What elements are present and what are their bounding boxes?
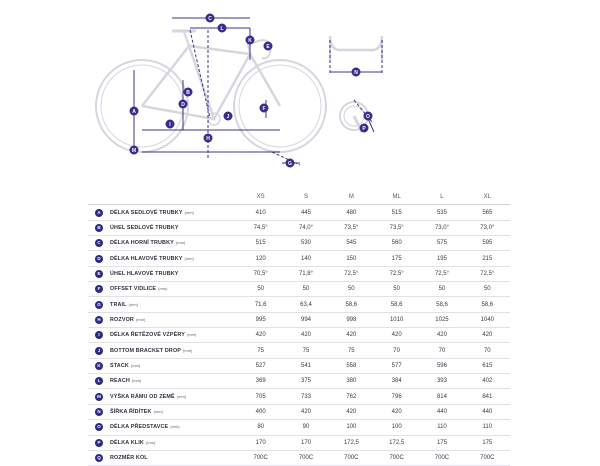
table-row	[88, 251, 510, 266]
parameter-name: STACK	[110, 362, 129, 369]
diagram-badge-label: N	[354, 69, 358, 76]
diagram-badge-label: D	[181, 101, 185, 108]
table-row	[88, 404, 510, 419]
value-cell: 1040	[465, 312, 510, 327]
dimension-letter-badge: D	[95, 255, 103, 263]
row-letter-cell	[88, 435, 110, 450]
value-cell: 110	[465, 420, 510, 435]
diagram-badge-label: E	[266, 43, 270, 50]
value-cell: 58,6	[419, 297, 464, 312]
row-letter-cell	[88, 343, 110, 358]
parameter-name-cell	[110, 404, 238, 419]
parameter-unit: (mm)	[170, 424, 180, 430]
value-cell: 384	[374, 374, 419, 389]
table-row	[88, 343, 510, 358]
value-cell: 440	[419, 404, 464, 419]
value-cell: 70,5°	[238, 266, 283, 281]
value-cell: 796	[374, 389, 419, 404]
parameter-name: OFFSET VIDLICE	[110, 286, 157, 293]
row-letter-cell	[88, 205, 110, 220]
value-cell: 445	[283, 205, 328, 220]
value-cell: 80	[238, 420, 283, 435]
diagram-badge	[130, 146, 139, 155]
diagram-badge	[206, 14, 215, 23]
value-cell: 420	[283, 404, 328, 419]
geometry-table	[88, 190, 510, 466]
value-cell: 175	[419, 435, 464, 450]
value-cell: 420	[374, 404, 419, 419]
table-header-row	[88, 190, 510, 205]
value-cell: 998	[329, 312, 374, 327]
row-letter-cell	[88, 297, 110, 312]
row-letter-cell	[88, 220, 110, 235]
value-cell: 480	[329, 205, 374, 220]
dimension-letter-badge: J	[95, 347, 103, 355]
parameter-name-cell	[110, 374, 238, 389]
parameter-name-cell	[110, 236, 238, 251]
parameter-unit: (mm)	[135, 316, 146, 322]
value-cell: 700C	[329, 450, 374, 465]
value-cell: 58,6	[329, 297, 374, 312]
value-cell: 841	[465, 389, 510, 404]
value-cell: 120	[238, 251, 283, 266]
value-cell: 400	[238, 404, 283, 419]
diagram-badge-label: L	[220, 25, 224, 32]
value-cell: 71,6	[238, 297, 283, 312]
table-row	[88, 374, 510, 389]
row-letter-cell	[88, 282, 110, 297]
value-cell: 700C	[374, 450, 419, 465]
value-cell: 1010	[374, 312, 419, 327]
value-cell: 515	[374, 205, 419, 220]
row-letter-cell	[88, 312, 110, 327]
table-row	[88, 312, 510, 327]
parameter-name-cell	[110, 220, 238, 235]
diagram-badge	[352, 68, 361, 77]
diagram-badge	[224, 112, 233, 121]
table-row	[88, 358, 510, 373]
value-cell: 175	[374, 251, 419, 266]
diagram-badge-label: P	[362, 125, 366, 132]
value-cell: 420	[329, 328, 374, 343]
parameter-name: DÉLKA HLAVOVÉ TRUBKY	[110, 255, 183, 262]
parameter-name: ROZVOR	[110, 316, 134, 323]
value-cell: 420	[419, 328, 464, 343]
header-parameter-cell	[110, 190, 238, 205]
dimension-letter-badge: O	[95, 423, 103, 431]
size-header: S	[283, 190, 328, 205]
dimension-letter-badge: N	[95, 408, 103, 416]
bike-geometry-diagram	[0, 0, 600, 178]
diagram-badge	[286, 159, 295, 168]
diagram-badge-label: F	[262, 105, 266, 112]
value-cell: 63,4	[283, 297, 328, 312]
value-cell: 420	[283, 328, 328, 343]
dimension-letter-badge: M	[95, 393, 103, 401]
value-cell: 375	[283, 374, 328, 389]
dimension-letter-badge: A	[95, 209, 103, 217]
row-letter-cell	[88, 374, 110, 389]
header-letter-cell	[88, 190, 110, 205]
value-cell: 700C	[419, 450, 464, 465]
value-cell: 73,5°	[374, 220, 419, 235]
size-header: ML	[374, 190, 419, 205]
value-cell: 1025	[419, 312, 464, 327]
parameter-name-cell	[110, 328, 238, 343]
parameter-name: REACH	[110, 378, 130, 385]
parameter-name: BOTTOM BRACKET DROP	[110, 347, 182, 354]
value-cell: 50	[238, 282, 283, 297]
value-cell: 560	[374, 236, 419, 251]
parameter-unit: (mm)	[186, 332, 197, 338]
dimension-letter-badge: L	[95, 377, 103, 385]
parameter-unit: (mm)	[131, 378, 142, 384]
row-letter-cell	[88, 420, 110, 435]
value-cell: 73,5°	[329, 220, 374, 235]
parameter-name: DÉLKA HORNÍ TRUBKY	[110, 240, 174, 247]
value-cell: 50	[374, 282, 419, 297]
diagram-badge-label: A	[132, 108, 136, 115]
dimension-letter-badge: C	[95, 239, 103, 247]
value-cell: 140	[283, 251, 328, 266]
diagram-badge-label: M	[131, 147, 137, 154]
diagram-badge	[179, 100, 188, 109]
diagram-badge	[264, 42, 273, 51]
table-row	[88, 389, 510, 404]
parameter-unit: (mm)	[145, 439, 156, 445]
size-header: XS	[238, 190, 283, 205]
dimension-letter-badge: B	[95, 224, 103, 232]
row-letter-cell	[88, 251, 110, 266]
diagram-badge	[166, 120, 175, 129]
value-cell: 50	[419, 282, 464, 297]
table-row	[88, 205, 510, 220]
parameter-name-cell	[110, 312, 238, 327]
value-cell: 215	[465, 251, 510, 266]
value-cell: 50	[329, 282, 374, 297]
value-cell: 72,5°	[419, 266, 464, 281]
table-row	[88, 297, 510, 312]
parameter-name-cell	[110, 297, 238, 312]
value-cell: 577	[374, 358, 419, 373]
dimension-letter-badge: P	[95, 439, 103, 447]
value-cell: 380	[329, 374, 374, 389]
value-cell: 73,0°	[419, 220, 464, 235]
value-cell: 530	[283, 236, 328, 251]
value-cell: 994	[283, 312, 328, 327]
parameter-unit: (mm)	[128, 301, 138, 307]
diagram-badge	[246, 36, 255, 45]
value-cell: 814	[419, 389, 464, 404]
parameter-name: DÉLKA SEDLOVÉ TRUBKY	[110, 209, 183, 216]
value-cell: 110	[419, 420, 464, 435]
geometry-table-body	[88, 205, 510, 466]
value-cell: 100	[329, 420, 374, 435]
table-row	[88, 236, 510, 251]
parameter-name-cell	[110, 251, 238, 266]
diagram-badge-label: G	[288, 160, 292, 167]
value-cell: 595	[465, 236, 510, 251]
value-cell: 74,0°	[283, 220, 328, 235]
table-row	[88, 420, 510, 435]
parameter-unit: (mm)	[153, 408, 163, 414]
bike-outline	[96, 31, 326, 152]
value-cell: 50	[283, 282, 328, 297]
row-letter-cell	[88, 404, 110, 419]
value-cell: 172,5	[374, 435, 419, 450]
value-cell: 596	[419, 358, 464, 373]
value-cell: 172,5	[329, 435, 374, 450]
row-letter-cell	[88, 389, 110, 404]
value-cell: 700C	[465, 450, 510, 465]
parameter-name: ROZMĚR KOL	[110, 455, 148, 462]
value-cell: 58,6	[374, 297, 419, 312]
value-cell: 73,0°	[465, 220, 510, 235]
parameter-name: DÉLKA KLIK	[110, 439, 144, 446]
value-cell: 75	[329, 343, 374, 358]
diagram-badge	[260, 104, 269, 113]
parameter-unit: (mm)	[184, 255, 194, 261]
parameter-name: ÚHEL SEDLOVÉ TRUBKY	[110, 224, 179, 231]
parameter-name-cell	[110, 435, 238, 450]
parameter-name-cell	[110, 266, 238, 281]
parameter-name: ŠÍŘKA ŘÍDÍTEK	[110, 408, 152, 415]
value-cell: 72,5°	[329, 266, 374, 281]
value-cell: 72,5°	[465, 266, 510, 281]
parameter-name-cell	[110, 343, 238, 358]
value-cell: 402	[465, 374, 510, 389]
value-cell: 72,5°	[374, 266, 419, 281]
table-row	[88, 220, 510, 235]
value-cell: 541	[283, 358, 328, 373]
value-cell: 70	[419, 343, 464, 358]
value-cell: 58,6	[465, 297, 510, 312]
diagram-badge-label: O	[366, 113, 370, 120]
value-cell: 150	[329, 251, 374, 266]
diagram-badge	[360, 124, 369, 133]
diagram-badge-label: J	[226, 113, 230, 120]
dimension-letter-badge: G	[95, 301, 103, 309]
parameter-unit: (mm)	[158, 286, 168, 292]
value-cell: 175	[465, 435, 510, 450]
parameter-unit: (mm)	[175, 240, 186, 246]
value-cell: 75	[238, 343, 283, 358]
value-cell: 50	[465, 282, 510, 297]
value-cell: 420	[465, 328, 510, 343]
parameter-name-cell	[110, 205, 238, 220]
value-cell: 75	[283, 343, 328, 358]
parameter-name-cell	[110, 450, 238, 465]
value-cell: 74,5°	[238, 220, 283, 235]
parameter-name: ÚHEL HLAVOVÉ TRUBKY	[110, 270, 179, 277]
value-cell: 535	[419, 205, 464, 220]
parameter-name: DÉLKA PŘEDSTAVCE	[110, 424, 169, 431]
diagram-badge-label: H	[206, 135, 210, 142]
value-cell: 420	[329, 404, 374, 419]
dimension-letter-badge: I	[95, 331, 103, 339]
parameter-unit: (mm)	[176, 393, 187, 399]
size-header: XL	[465, 190, 510, 205]
value-cell: 70	[374, 343, 419, 358]
value-cell: 705	[238, 389, 283, 404]
value-cell: 515	[238, 236, 283, 251]
value-cell: 195	[419, 251, 464, 266]
value-cell: 440	[465, 404, 510, 419]
diagram-badge	[184, 88, 193, 97]
value-cell: 170	[283, 435, 328, 450]
parameter-unit: (mm)	[183, 347, 193, 353]
value-cell: 420	[374, 328, 419, 343]
value-cell: 545	[329, 236, 374, 251]
dimension-letter-badge: E	[95, 270, 103, 278]
size-header: L	[419, 190, 464, 205]
table-row	[88, 435, 510, 450]
value-cell: 410	[238, 205, 283, 220]
value-cell: 995	[238, 312, 283, 327]
row-letter-cell	[88, 236, 110, 251]
diagram-badge	[364, 112, 373, 121]
value-cell: 71,8°	[283, 266, 328, 281]
parameter-unit: (mm)	[184, 209, 194, 215]
table-row	[88, 450, 510, 465]
row-letter-cell	[88, 450, 110, 465]
dimension-letter-badge: Q	[95, 454, 103, 462]
table-row	[88, 266, 510, 281]
diagram-badge-label: I	[169, 121, 171, 128]
diagram-badge	[204, 134, 213, 143]
dimension-letter-badge: K	[95, 362, 103, 370]
parameter-unit: (mm)	[130, 362, 141, 368]
value-cell: 420	[238, 328, 283, 343]
diagram-badge	[130, 107, 139, 116]
value-cell: 762	[329, 389, 374, 404]
value-cell: 575	[419, 236, 464, 251]
row-letter-cell	[88, 358, 110, 373]
dimension-letter-badge: H	[95, 316, 103, 324]
value-cell: 369	[238, 374, 283, 389]
parameter-name: TRAIL	[110, 301, 127, 308]
value-cell: 615	[465, 358, 510, 373]
parameter-name-cell	[110, 389, 238, 404]
parameter-name-cell	[110, 282, 238, 297]
value-cell: 558	[329, 358, 374, 373]
value-cell: 565	[465, 205, 510, 220]
value-cell: 700C	[283, 450, 328, 465]
parameter-name: DÉLKA ŘETĚZOVÉ VZPĚRY	[110, 332, 185, 339]
parameter-name: VÝŠKA RÁMU OD ZEMĚ	[110, 393, 175, 400]
diagram-badge	[218, 24, 227, 33]
diagram-badge-label: B	[186, 89, 190, 96]
value-cell: 70	[465, 343, 510, 358]
value-cell: 100	[374, 420, 419, 435]
parameter-name-cell	[110, 358, 238, 373]
value-cell: 90	[283, 420, 328, 435]
diagram-badge-label: K	[248, 37, 252, 44]
table-row	[88, 328, 510, 343]
dimension-letter-badge: F	[95, 285, 103, 293]
value-cell: 700C	[238, 450, 283, 465]
diagram-badge-label: C	[208, 15, 212, 22]
row-letter-cell	[88, 266, 110, 281]
row-letter-cell	[88, 328, 110, 343]
value-cell: 733	[283, 389, 328, 404]
size-header: M	[329, 190, 374, 205]
table-row	[88, 282, 510, 297]
value-cell: 393	[419, 374, 464, 389]
parameter-name-cell	[110, 420, 238, 435]
value-cell: 170	[238, 435, 283, 450]
value-cell: 527	[238, 358, 283, 373]
